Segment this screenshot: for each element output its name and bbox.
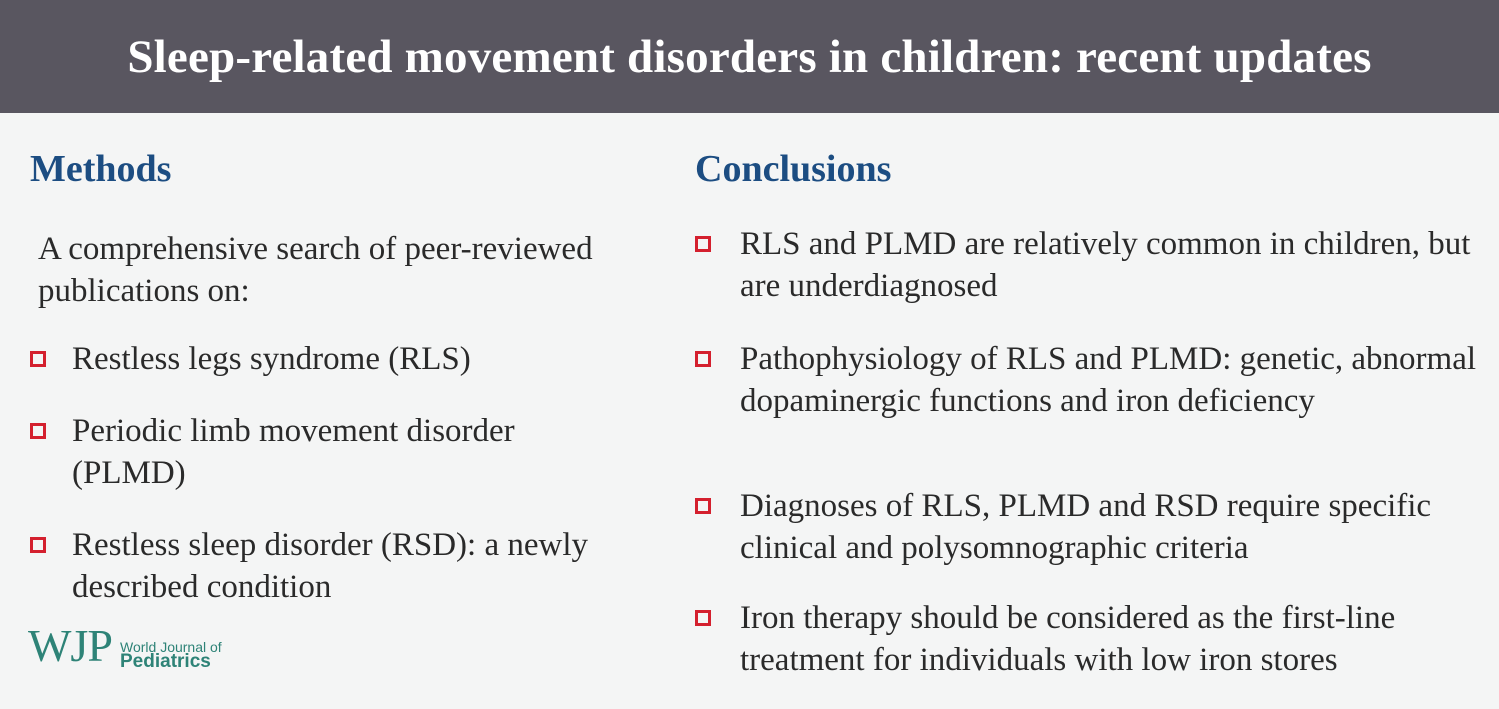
square-bullet-icon [695, 351, 711, 367]
conclusions-item [695, 338, 1485, 422]
square-bullet-icon [30, 537, 46, 553]
square-bullet-icon [695, 610, 711, 626]
square-bullet-icon [30, 423, 46, 439]
conclusions-item [695, 223, 1485, 307]
square-bullet-icon [695, 236, 711, 252]
conclusions-item [695, 485, 1485, 569]
conclusions-item-text: Pathophysiology of RLS and PLMD: genetic, abnormal dopaminergic functions and iron deficiency [740, 341, 1477, 419]
methods-item [30, 410, 590, 494]
methods-item [30, 524, 590, 608]
header-banner [0, 0, 1499, 113]
square-bullet-icon [695, 498, 711, 514]
conclusions-item-text: Diagnoses of RLS, PLMD and RSD require specific clinical and polysomnographic criteria [740, 488, 1432, 566]
journal-logo [28, 618, 248, 678]
methods-item-text: Restless legs syndrome (RLS) [72, 341, 471, 377]
logo-abbr: WJP [28, 620, 112, 671]
logo-line2: Pediatrics [120, 651, 211, 672]
conclusions-item-text: RLS and PLMD are relatively common in children, but are underdiagnosed [740, 226, 1471, 304]
page-title: Sleep-related movement disorders in children: recent updates [127, 30, 1372, 83]
methods-item [30, 338, 590, 380]
methods-heading: Methods [30, 148, 172, 190]
methods-item-text: Periodic limb movement disorder (PLMD) [72, 413, 515, 491]
conclusions-item-text: Iron therapy should be considered as the first-line treatment for individuals with low iron stores [740, 600, 1396, 678]
methods-item-text: Restless sleep disorder (RSD): a newly described condition [72, 527, 588, 605]
square-bullet-icon [30, 351, 46, 367]
logo-line1: World Journal of [120, 639, 222, 655]
conclusions-item [695, 597, 1485, 681]
conclusions-heading: Conclusions [695, 148, 892, 190]
methods-intro: A comprehensive search of peer-reviewed publications on: [38, 231, 593, 309]
